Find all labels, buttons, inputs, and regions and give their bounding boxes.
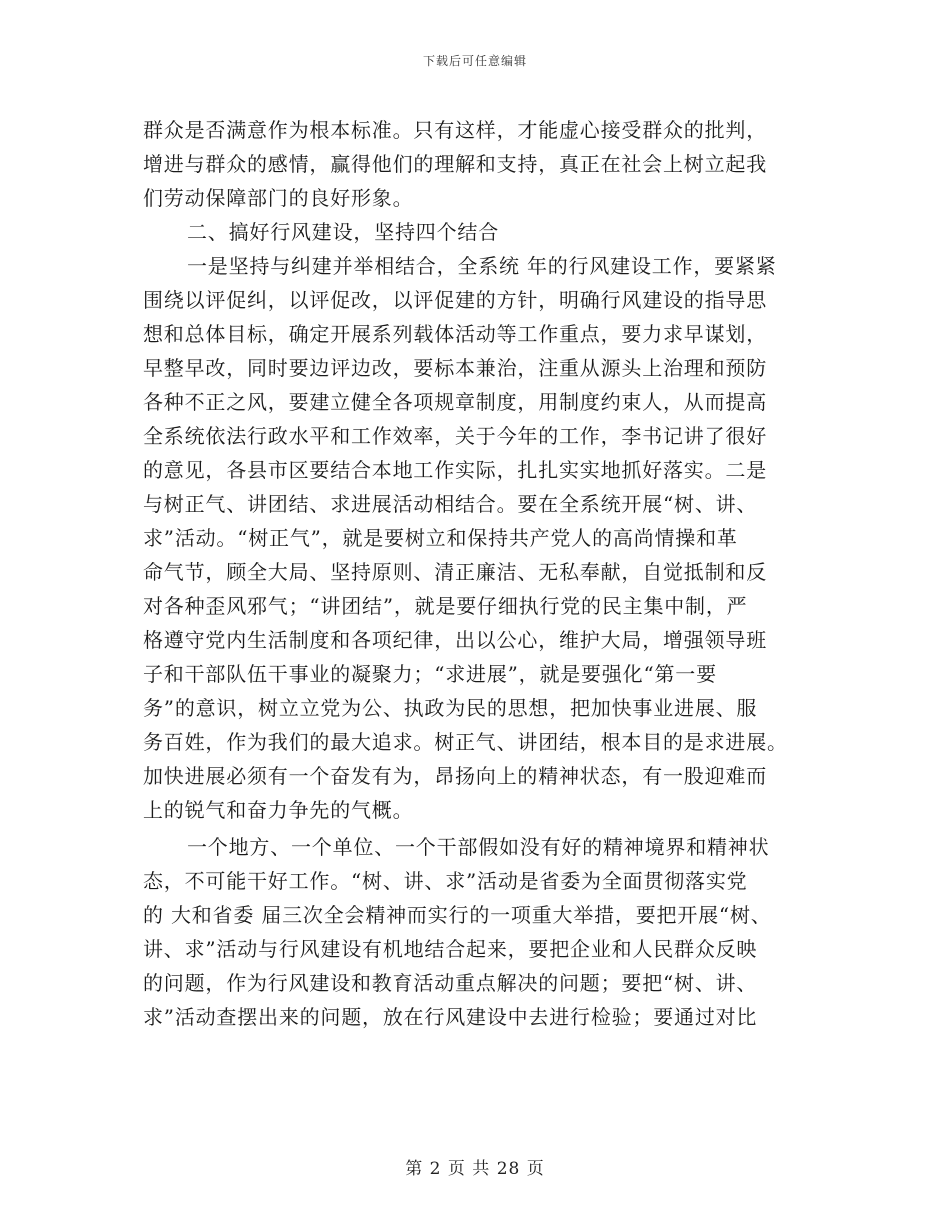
body-line: 全系统依法行政水平和工作效率，关于今年的工作，李书记讲了很好: [143, 424, 767, 448]
body-line: 态，不可能干好工作。“树、讲、求”活动是省委为全面贯彻落实党: [143, 869, 748, 893]
body-line: 务”的意识，树立立党为公、执政为民的思想，把加快事业进展、服: [143, 696, 758, 720]
body-line: 的问题，作为行风建设和教育活动重点解决的问题；要把“树、讲、: [143, 971, 758, 995]
body-line: 加快进展必须有一个奋发有为，昂扬向上的精神状态，有一股迎难而: [143, 764, 767, 788]
body-line: 一是坚持与纠建并举相结合，全系统 年的行风建设工作，要紧紧: [187, 254, 777, 278]
body-line: 子和干部队伍干事业的凝聚力；“求进展”，就是要强化“第一要: [143, 662, 717, 686]
body-line: 务百姓，作为我们的最大追求。树正气、讲团结，根本目的是求进展。: [143, 730, 788, 754]
body-line: 一个地方、一个单位、一个干部假如没有好的精神境界和精神状: [187, 835, 770, 859]
body-line: 与树正气、讲团结、求进展活动相结合。要在全系统开展“树、讲、: [143, 492, 758, 516]
body-line: 们劳动保障部门的良好形象。: [143, 186, 414, 210]
body-line: 早整早改，同时要边评边改，要标本兼治，注重从源头上治理和预防: [143, 356, 767, 380]
body-line: 格遵守党内生活制度和各项纪律，出以公心，维护大局，增强领导班: [143, 628, 767, 652]
body-line: 对各种歪风邪气；“讲团结”，就是要仔细执行党的民主集中制，严: [143, 594, 748, 618]
body-line: 求”活动查摆出来的问题，放在行风建设中去进行检验；要通过对比: [143, 1005, 758, 1029]
body-line: 讲、求”活动与行风建设有机地结合起来，要把企业和人民群众反映: [143, 937, 758, 961]
body-line: 求”活动。“树正气”，就是要树立和保持共产党人的高尚情操和革: [143, 526, 738, 550]
body-line: 的意见，各县市区要结合本地工作实际，扎扎实实地抓好落实。二是: [143, 458, 767, 482]
body-line: 围绕以评促纠，以评促改，以评促建的方针，明确行风建设的指导思: [143, 288, 767, 312]
document-body: [143, 113, 813, 1034]
body-line: 命气节，顾全大局、坚持原则、清正廉洁、无私奉献，自觉抵制和反: [143, 560, 767, 584]
body-line: 的 大和省委 届三次全会精神而实行的一项重大举措，要把开展“树、: [143, 903, 772, 927]
section-heading: 二、搞好行风建设，坚持四个结合: [187, 220, 499, 244]
body-line: 各种不正之风，要建立健全各项规章制度，用制度约束人，从而提高: [143, 390, 767, 414]
page-header: 下载后可任意编辑: [422, 54, 527, 68]
body-line: 想和总体目标，确定开展系列载体活动等工作重点，要力求早谋划，: [143, 322, 767, 346]
page-number: 第 2 页 共 28 页: [405, 1159, 545, 1179]
body-line: 上的锐气和奋力争先的气概。: [143, 798, 414, 822]
body-line: 增进与群众的感情，赢得他们的理解和支持，真正在社会上树立起我: [143, 152, 767, 176]
body-line: 群众是否满意作为根本标准。只有这样，才能虚心接受群众的批判，: [143, 118, 767, 142]
